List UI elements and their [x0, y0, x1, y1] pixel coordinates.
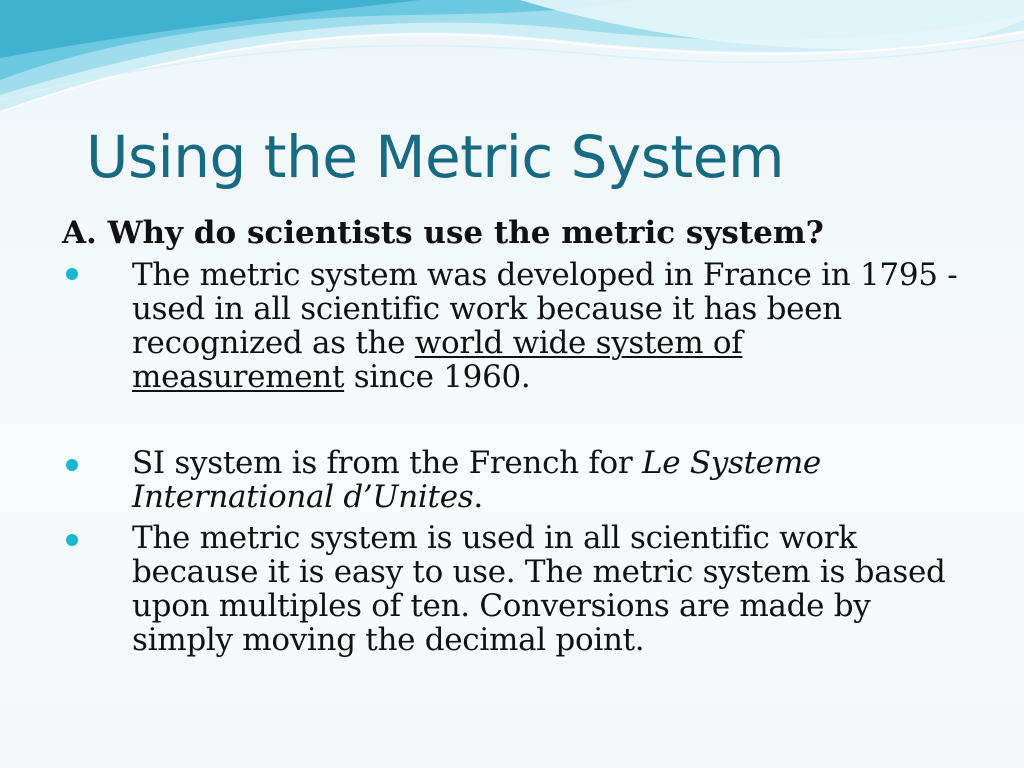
underlined-phrase: world wide system of measurement — [132, 325, 743, 395]
bullet-text — [132, 446, 962, 514]
slide-title: Using the Metric System — [86, 123, 784, 191]
bullet-text — [132, 258, 962, 394]
bullet-text-part: since 1960. — [344, 359, 531, 395]
bullet-text-part: SI system is from the French for — [132, 445, 642, 481]
bullet-dot-icon — [66, 534, 78, 546]
italic-phrase: Le Systeme International d’Unites — [132, 445, 821, 515]
bullet-dot-icon — [66, 268, 78, 280]
bullet-text-part: The metric system was developed in France in 1795 - used in all scientific work because it has been recognized as the — [132, 257, 958, 361]
bullet-text-part: . — [473, 479, 483, 515]
bullet-dot-icon — [66, 459, 78, 471]
header-wave-decoration — [0, 0, 1024, 130]
section-heading: A. Why do scientists use the metric system? — [62, 215, 824, 251]
bullet-text: The metric system is used in all scientific work because it is easy to use. The metric system is based upon multiples of ten. Conversions are made by simply moving the decimal point. — [132, 520, 946, 658]
